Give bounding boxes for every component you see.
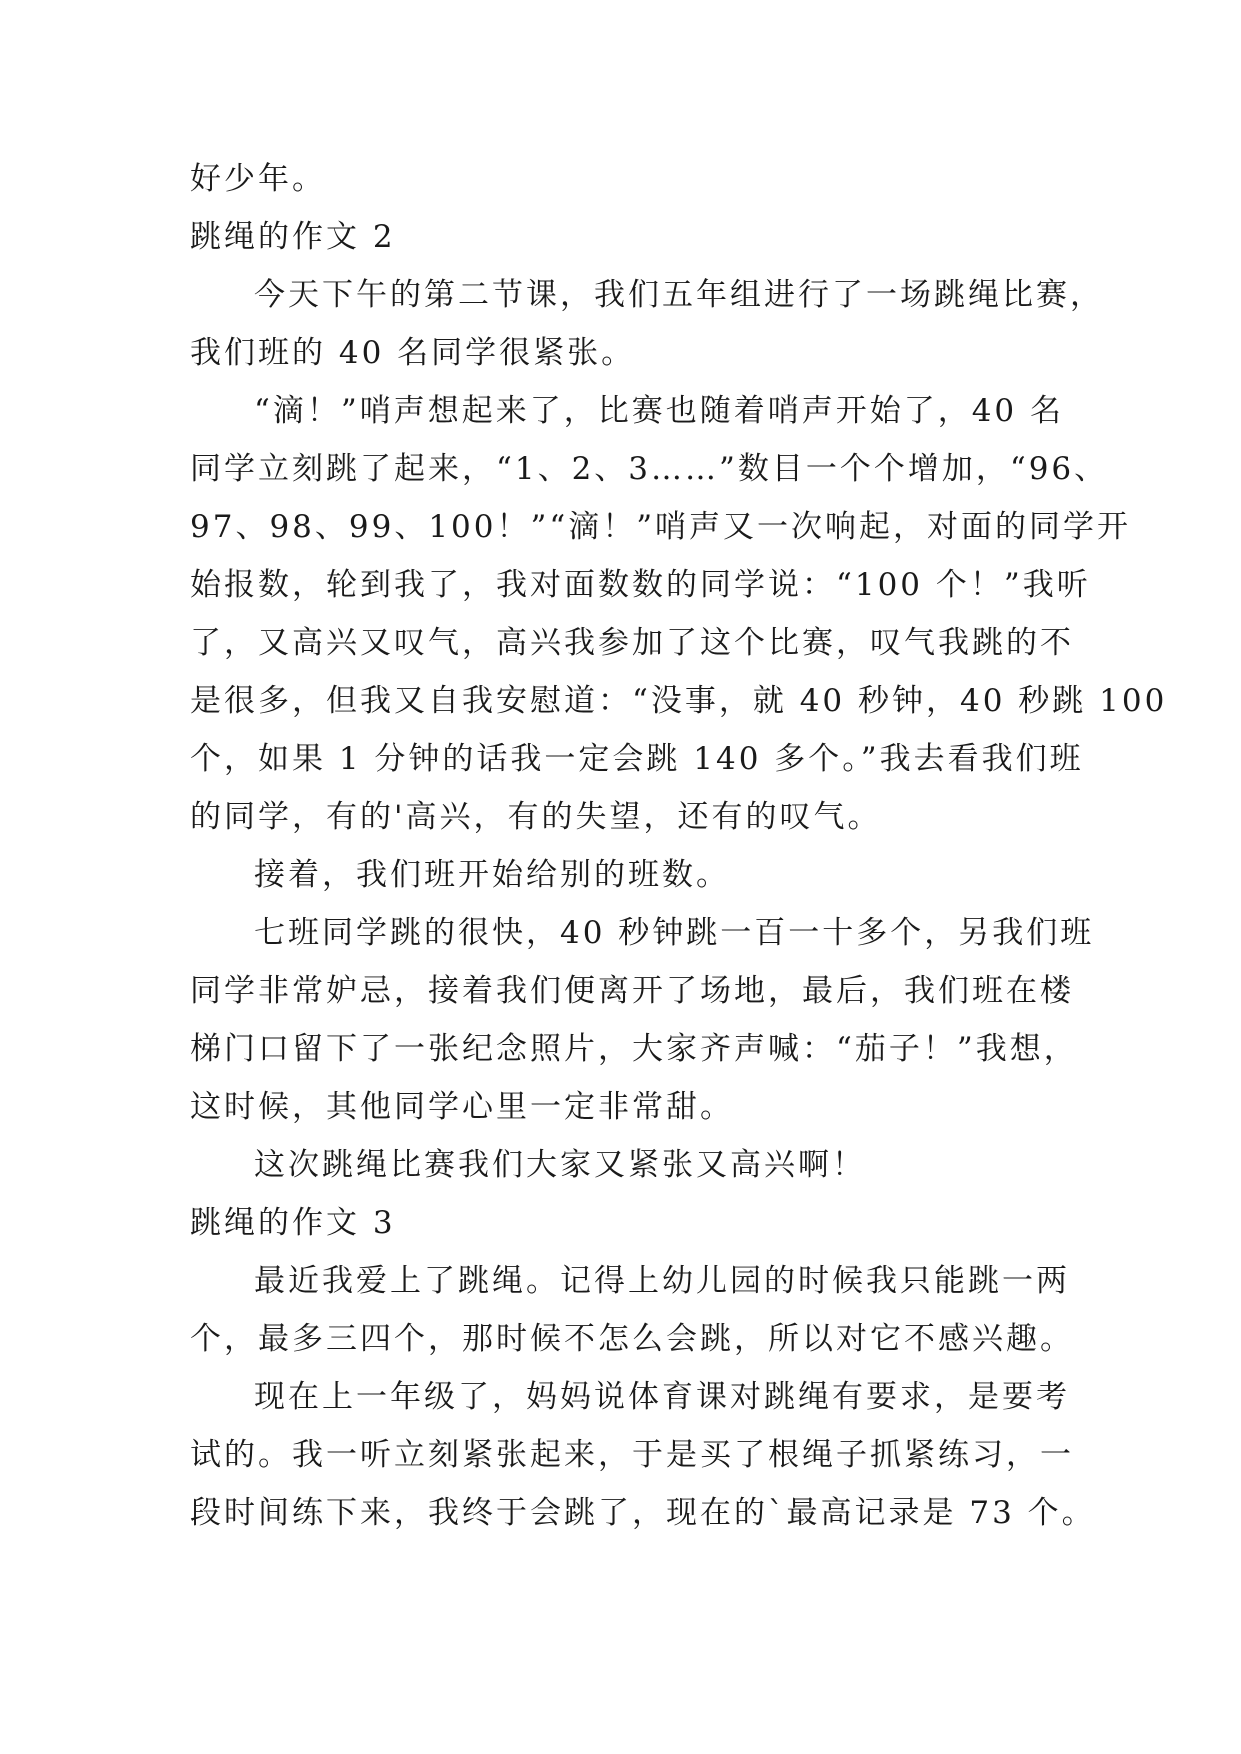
text-line: 是很多，但我又自我安慰道：“没事，就 40 秒钟，40 秒跳 100 <box>190 683 1168 719</box>
text-line: 梯门口留下了一张纪念照片，大家齐声喊：“茄子！”我想， <box>190 1031 1078 1067</box>
text-line: 这次跳绳比赛我们大家又紧张又高兴啊！ <box>254 1147 866 1183</box>
essay-heading-3: 跳绳的作文 3 <box>190 1205 396 1241</box>
document-page <box>190 150 1168 1542</box>
text-line: 这时候，其他同学心里一定非常甜。 <box>190 1089 734 1125</box>
text-line: 现在上一年级了，妈妈说体育课对跳绳有要求，是要考 <box>254 1379 1070 1415</box>
text-line: 同学非常妒忌，接着我们便离开了场地，最后，我们班在楼 <box>190 973 1074 1009</box>
text-line: 我们班的 40 名同学很紧张。 <box>190 335 636 371</box>
text-line: 了，又高兴又叹气，高兴我参加了这个比赛，叹气我跳的不 <box>190 625 1074 661</box>
text-line: 段时间练下来，我终于会跳了，现在的`最高记录是 73 个。 <box>190 1495 1096 1531</box>
text-line: 个，如果 1 分钟的话我一定会跳 140 多个。”我去看我们班 <box>190 741 1084 777</box>
text-line: 试的。我一听立刻紧张起来，于是买了根绳子抓紧练习，一 <box>190 1437 1074 1473</box>
text-line: 七班同学跳的很快，40 秒钟跳一百一十多个，另我们班 <box>254 915 1095 951</box>
text-line: 接着，我们班开始给别的班数。 <box>254 857 730 893</box>
text-line: 的同学，有的'高兴，有的失望，还有的叹气。 <box>190 799 882 835</box>
text-line: “滴！”哨声想起来了，比赛也随着哨声开始了，40 名 <box>254 393 1064 429</box>
essay-heading-2: 跳绳的作文 2 <box>190 219 396 255</box>
text-line: 最近我爱上了跳绳。记得上幼儿园的时候我只能跳一两 <box>254 1263 1070 1299</box>
text-line: 同学立刻跳了起来，“1、2、3……”数目一个个增加，“96、 <box>190 451 1109 487</box>
text-line: 今天下午的第二节课，我们五年组进行了一场跳绳比赛， <box>254 277 1104 313</box>
text-line: 好少年。 <box>190 161 326 197</box>
text-line: 始报数，轮到我了，我对面数数的同学说：“100 个！”我听 <box>190 567 1091 603</box>
text-line: 97、98、99、100！”“滴！”哨声又一次响起，对面的同学开 <box>190 509 1132 545</box>
text-line: 个，最多三四个，那时候不怎么会跳，所以对它不感兴趣。 <box>190 1321 1074 1357</box>
